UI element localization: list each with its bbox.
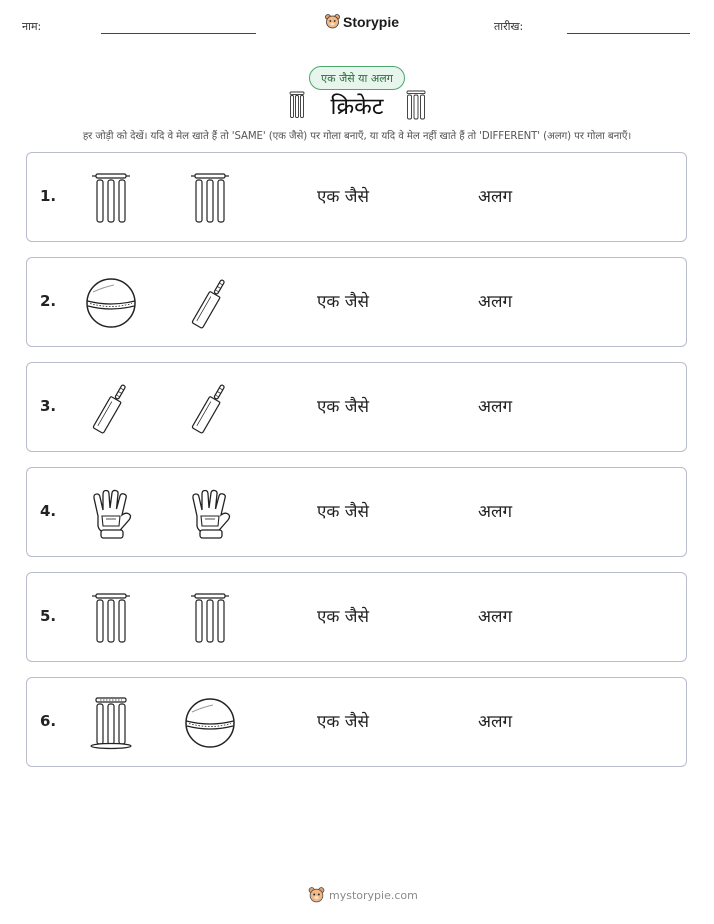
cricket-bat-icon bbox=[183, 381, 237, 435]
page-title: क्रिकेट bbox=[330, 94, 384, 120]
option-different[interactable]: अलग bbox=[478, 502, 513, 522]
option-same[interactable]: एक जैसे bbox=[317, 187, 369, 207]
instructions: हर जोड़ी को देखें। यदि वे मेल खाते हैं तो 'SAME' (एक जैसे) पर गोला बनाएँ, या यदि वे मेल नहीं खाते हैं तो 'DIFFERENT' (अलग) पर गोला बनाएँ। bbox=[82, 131, 632, 142]
stumps-icon bbox=[84, 171, 138, 225]
question-number: 6. bbox=[40, 712, 57, 730]
bear-icon bbox=[325, 13, 340, 30]
option-different[interactable]: अलग bbox=[478, 607, 513, 627]
brand-name: Storypie bbox=[343, 13, 400, 30]
option-different[interactable]: अलग bbox=[478, 397, 513, 417]
question-number: 3. bbox=[40, 397, 57, 415]
option-different[interactable]: अलग bbox=[478, 187, 513, 207]
question-row bbox=[26, 257, 687, 347]
name-label: नाम: bbox=[22, 20, 42, 33]
keeping-gloves-icon bbox=[183, 486, 237, 540]
cricket-bat-icon bbox=[84, 381, 138, 435]
name-line[interactable] bbox=[101, 33, 256, 34]
question-row bbox=[26, 362, 687, 452]
question-row bbox=[26, 467, 687, 557]
question-number: 5. bbox=[40, 607, 57, 625]
option-same[interactable]: एक जैसे bbox=[317, 502, 369, 522]
cricket-ball-icon bbox=[84, 276, 138, 330]
stumps-icon bbox=[183, 171, 237, 225]
question-number: 2. bbox=[40, 292, 57, 310]
option-same[interactable]: एक जैसे bbox=[317, 292, 369, 312]
stumps-icon bbox=[84, 591, 138, 645]
date-line[interactable] bbox=[567, 33, 690, 34]
stumps-base-icon bbox=[84, 696, 138, 750]
option-different[interactable]: अलग bbox=[478, 712, 513, 732]
option-same[interactable]: एक जैसे bbox=[317, 607, 369, 627]
title-stumps-icon-right bbox=[406, 90, 426, 125]
question-row bbox=[26, 677, 687, 767]
cricket-bat-icon bbox=[183, 276, 237, 330]
question-row bbox=[26, 152, 687, 242]
date-label: तारीख: bbox=[494, 20, 524, 33]
footer-site: mystorypie.com bbox=[329, 888, 418, 902]
footer bbox=[308, 886, 418, 904]
keeping-gloves-icon bbox=[84, 486, 138, 540]
worksheet-type-badge: एक जैसे या अलग bbox=[309, 66, 405, 90]
cricket-ball-icon bbox=[183, 696, 237, 750]
footer-bear-icon bbox=[308, 886, 325, 904]
option-same[interactable]: एक जैसे bbox=[317, 397, 369, 417]
option-different[interactable]: अलग bbox=[478, 292, 513, 312]
stumps-icon bbox=[183, 591, 237, 645]
storypie-logo bbox=[325, 13, 399, 30]
question-row bbox=[26, 572, 687, 662]
question-number: 1. bbox=[40, 187, 57, 205]
question-number: 4. bbox=[40, 502, 57, 520]
option-same[interactable]: एक जैसे bbox=[317, 712, 369, 732]
